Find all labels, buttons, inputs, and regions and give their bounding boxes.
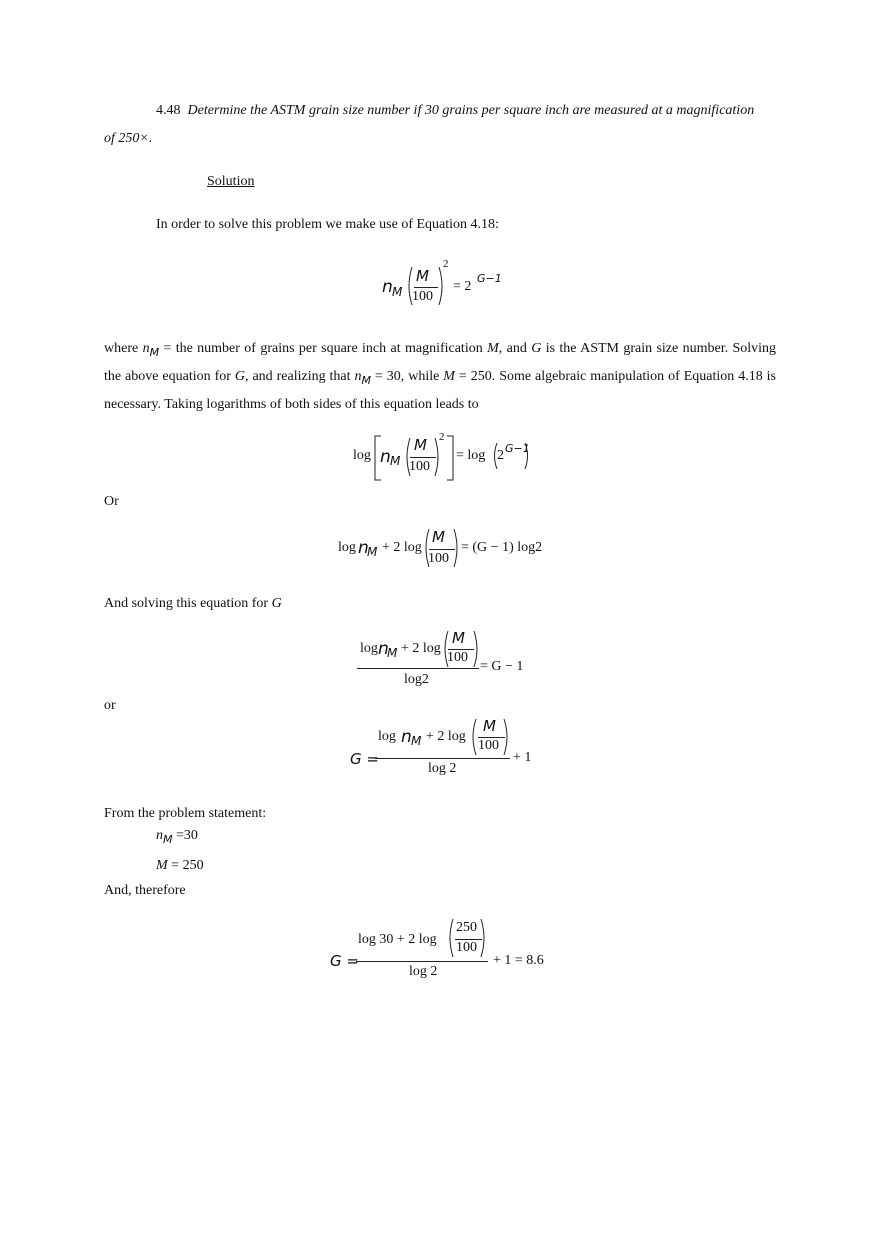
eq1-equals: = 2 [453,279,472,294]
eq5-log: log [378,729,396,744]
eq2-right-bracket [446,435,454,481]
eq5-left-paren [470,718,478,756]
from-statement: From the problem statement: [104,806,267,821]
eq6-frac-bot: 100 [456,940,477,955]
given-n: n [156,828,163,843]
or-text-lower: or [104,698,116,713]
given-m-value: = 250 [171,858,204,873]
where-paragraph [104,335,776,419]
eq2-100: 100 [409,459,430,474]
solving-g: G [271,596,282,611]
equation-4-18 [380,258,520,308]
where-n: n [142,341,150,356]
equation-final [330,914,560,986]
eq1-right-paren [438,266,446,306]
where-sub-m: M [149,346,160,359]
given-m-label: M [156,858,168,873]
solving-text [104,596,282,612]
given-nm-value: =30 [176,828,198,843]
eq5-right-paren [503,718,511,756]
eq5-m: M [483,717,496,735]
problem-text: Determine the ASTM grain size number if 30 grains per square inch are measured at a magnification [187,103,755,118]
eq5-plus-2log: + 2 log [426,729,466,744]
eq5-100: 100 [478,738,499,753]
eq6-main-line [356,961,488,962]
eq4-denom: log2 [404,672,429,687]
eq3-n: n [358,538,369,558]
eq2-right-paren [434,437,442,477]
eq6-lhs: G = [330,952,359,970]
eq1-exp-g: G−1 [477,272,502,285]
where-t4: is the ASTM grain size number. Solving the above equation for [104,341,777,384]
eq3-sub-m: M [367,545,378,559]
eq2-log: log [353,448,371,463]
eq4-plus-2log: + 2 log [401,641,441,656]
eq2-frac-line [410,457,436,458]
eq3-right-paren [453,528,461,568]
where-n2: n [354,369,362,384]
eq3-frac-line [429,549,455,550]
where-m2: M [443,369,455,384]
eq5-plus-one: + 1 [513,750,532,765]
given-nm [156,828,198,844]
eq5-n: n [401,727,412,747]
eq6-right-paren [480,918,488,958]
where-t7: = 250. Some algebraic manipulation of Equation 4.18 is necessary. Taking logarithms of both sides of this equation leads to [104,369,777,412]
where-m: M [487,341,499,356]
problem-line-2: of 250×. [104,131,153,146]
eq1-n: n [382,277,393,297]
where-g2: G [234,369,245,384]
where-t2: = the number of grains per square inch at magnification [159,341,488,356]
eq3-m: M [432,528,445,546]
eq4-sub-m: M [387,646,398,660]
eq4-100: 100 [447,650,468,665]
equation-solve-g [357,628,537,690]
intro-text: In order to solve this problem we make use of Equation 4.18: [156,217,499,232]
eq3-100: 100 [428,551,449,566]
eq6-denom: log 2 [409,964,438,979]
eq2-m: M [414,436,427,454]
eq5-lhs: G = [350,750,379,768]
eq2-n: n [380,447,391,467]
problem-number: 4.48 [156,103,181,118]
eq3-log: log [338,540,356,555]
eq6-numer: log 30 + 2 log [358,932,437,947]
eq6-frac-top: 250 [456,920,477,935]
eq4-rhs: = G − 1 [480,659,524,674]
where-g: G [531,341,542,356]
eq1-100: 100 [412,289,433,304]
eq5-sub-m: M [411,734,422,748]
eq1-sub-m: M [392,285,403,299]
equation-log-both-sides [352,433,542,485]
where-sub-m2: M [361,374,371,387]
eq1-exp: 2 [443,258,449,270]
eq2-exp: 2 [439,431,445,443]
equation-expanded [337,526,547,570]
eq2-base: 2 [497,448,504,463]
eq4-log: log [360,641,378,656]
eq1-frac-line [414,287,438,288]
eq4-m: M [452,629,465,647]
or-text-upper: Or [104,494,119,509]
eq4-n: n [378,639,389,659]
eq2-paren-r2 [524,442,530,470]
where-t1: where [104,341,143,356]
where-t3: , and [498,341,532,356]
eq1-m: M [416,267,429,285]
eq3-rhs: = (G − 1) log2 [461,540,543,555]
eq6-left-paren [447,918,455,958]
given-sub-m: M [163,833,173,846]
eq2-exp-g: G−1 [505,442,530,455]
eq5-main-line [375,758,510,759]
eq4-main-line [357,668,479,669]
eq5-denom: log 2 [428,761,457,776]
therefore-text: And, therefore [104,883,186,898]
problem-line-1 [156,103,754,119]
where-t6: = 30, while [370,369,444,384]
where-t5: , and realizing that [245,369,355,384]
eq6-result: + 1 = 8.6 [493,953,544,968]
solving-text-body: And solving this equation for [104,596,272,611]
solution-heading: Solution [207,174,255,189]
eq2-equals-log: = log [456,448,486,463]
eq3-plus-2log: + 2 log [382,540,422,555]
given-m [156,858,204,874]
eq2-sub-m: M [390,454,401,468]
equation-g-formula [350,714,550,782]
